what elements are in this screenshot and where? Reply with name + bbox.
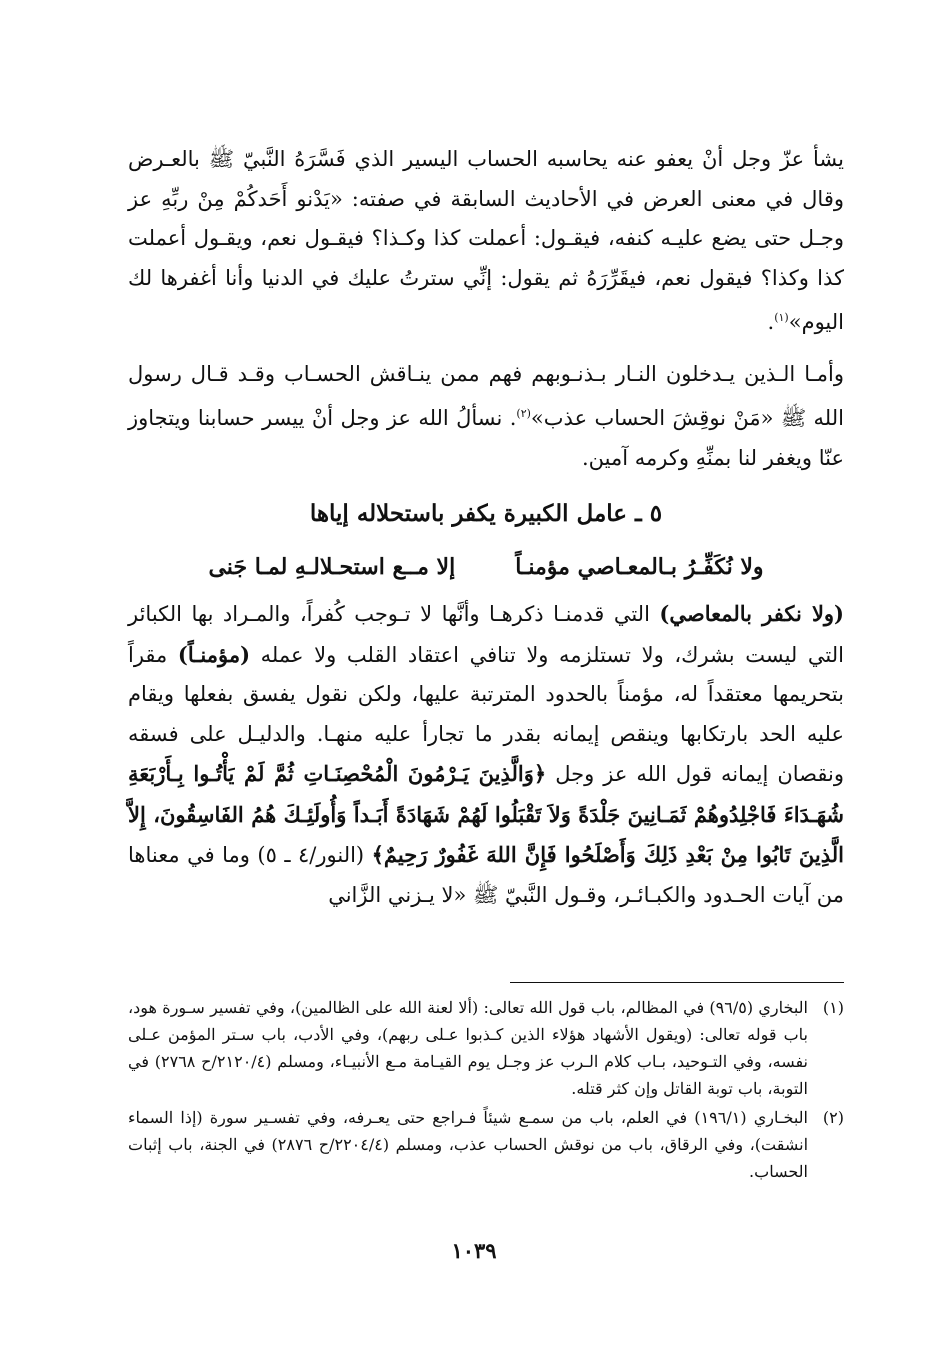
footnote-text: البخاري (٩٦/٥) في المظالم، باب قول الله تعالى: (ألا لعنة الله على الظالمين)، وفي تفسير سـورة هود، باب قوله تعالى: (ويقول الأشهاد هؤلاء الذين كـذبوا عـلى ربهم)، وفي الأدب، باب سـتر المؤمن عـلى نفسه، وفي التـوحيد، بـاب كلام الـرب عز وجـل يوم القيـامة مـع الأنبيـاء، ومسلم (٢١٢٠/٤/ح ٢٧٦٨) في التوبة، باب توبة القاتل وإن كثر قتله. [128,998,809,1098]
section-heading: ٥ ـ عامل الكبيرة يكفر باستحلاله إياها [309,500,663,527]
main-text [128,140,844,915]
footnote-text: البخـاري (١٩٦/١) في العلم، باب من سمـع شيئاً فـراجع حتى يعـرفه، وفي تفسـير سورة (إذا السماء انشقت)، وفي الرقاق، باب من نوقش الحساب عذب، ومسلم (٢٢٠٤/٤/ح ٢٨٧٦) في الجنة، باب إثبات الحساب. [128,1108,809,1181]
quoted-matn-1: (ولا نكفر بالمعاصي) [659,601,844,626]
page-number: ١٠٣٩ [451,1238,497,1263]
footnote-2 [128,1104,844,1185]
footnote-ref-1[interactable]: (١) [774,311,789,324]
quran-verse: ﴿وَالَّذِينَ يَـرْمُونَ الْمُحْصِنَـاتِ ثُمَّ لَمْ يَأْتُـوا بِـأَرْبَعَةِ شُهَـدَاءَ فَاجْلِدُوهُمْ ثَمَـانِينَ جَلْدَةً وَلاَ تَقْبَلُوا لَهُمْ شَهَادَةً أَبَـداً وَأُولَئِـكَ هُمُ الفَاسِقُونَ، إِلاَّ الَّذِينَ تَابُوا مِنْ بَعْدِ ذَلِكَ وَأَصْلَحُوا فَإِنَّ اللهَ غَفُورٌ رَحِيمٌ﴾ [128,761,844,867]
paragraph-1: يشأ عزّ وجل أنْ يعفو عنه يحاسبه الحساب اليسير الذي فَسَّرَهُ النَّبيّ ﷺ بالعـرض وقال في معنى العرض في الأحاديث السابقة في صفته: «يَدْنو أَحَدكُمْ مِنْ ربِّهِ عز وجـل حتى يضع عليـه كنفه، فيقـول: أعملت كذا وكـذا؟ فيقـول نعم، ويقـول أعملت كذا وكذا؟ فيقول نعم، فيقَرِّرَهُ ثم يقول: إنِّي سترتُ عليك في الدنيا وأنا أغفرها لك اليوم»$^{(١)}$. [128,147,844,334]
paragraph-1-text: يشأ عزّ وجل أنْ يعفو عنه يحاسبه الحساب اليسير الذي فَسَّرَهُ النَّبيّ ﷺ بالعـرض وقال في معنى العرض في الأحاديث السابقة في صفته: «يَدْنو أَحَدكُمْ مِنْ ربِّهِ عز وجـل حتى يضع عليـه كنفه، فيقـول: أعملت كذا وكـذا؟ فيقـول نعم، ويقـول أعملت كذا وكذا؟ فيقول نعم، فيقَرِّرَهُ ثم يقول: إنِّي سترتُ عليك في الدنيا وأنا أغفرها لك اليوم» [128,147,844,334]
footnote-1 [128,994,844,1102]
footnote-number: (١) [822,998,844,1017]
verse-hemistich-first: ولا نُكَفِّـرُ بـالمعـاصي مؤمنـاً [515,554,764,580]
footnote-number: (٢) [822,1108,844,1127]
poem-verse [128,548,844,586]
verse-hemistich-second: إلا مــع استحـلالـهِ لمـا جَنى [208,554,456,580]
quoted-matn-2: (مؤمنـاً) [177,641,251,667]
paragraph-2: وأمـا الـذين يـدخلون النـار بـذنـوبهم فهم ممن ينـاقش الحسـاب وقـد قـال رسول الله ﷺ «مَنْ نوقِشَ الحساب عذب»$^{(٢)}$. نسألُ الله عز وجل أنْ ييسر حسابنا ويتجاوز عنّا ويغفر لنا بمنِّهِ وكرمه آمين. [128,361,844,470]
footnotes [128,994,844,1187]
paragraph-3: (ولا نكفر بالمعاصي) التي قدمنـا ذكرهـا وأنَّها لا تـوجب كُفراً، والمـراد بها الكبائر التي ليست بشرك، ولا تستلزمه ولا تنافي اعتقاد القلب ولا عمله (مؤمنـاً) مقراً بتحريمها معتقداً له، مؤمناً بالحدود المترتبة عليها، ولكن نقول يفسق بفعلها ويقام عليه الحد بارتكابها وينقص إيمانه بقدر ما تجارأ عليه منهـا. والدليـل على فسقه ونقصان إيمانه قول الله عز وجل ﴿وَالَّذِينَ يَـرْمُونَ الْمُحْصِنَـاتِ ثُمَّ لَمْ يَأْتُـوا بِـأَرْبَعَةِ شُهَـدَاءَ فَاجْلِدُوهُمْ ثَمَـانِينَ جَلْدَةً وَلاَ تَقْبَلُوا لَهُمْ شَهَادَةً أَبَـداً وَأُولَئِـكَ هُمُ الفَاسِقُونَ، إِلاَّ الَّذِينَ تَابُوا مِنْ بَعْدِ ذَلِكَ وَأَصْلَحُوا فَإِنَّ اللهَ غَفُورٌ رَحِيمٌ﴾ (النور/٤ ـ ٥) وما في معناها من آيات الحـدود والكبـائـر، وقـول النَّبيّ ﷺ «لا يـزني الزَّاني [128,601,844,907]
paragraph-2-text: وأمـا الـذين يـدخلون النـار بـذنـوبهم فهم ممن ينـاقش الحسـاب وقـد قـال رسول الله ﷺ «مَنْ نوقِشَ الحساب عذب» [128,361,844,430]
footnote-ref-2[interactable]: (٢) [516,407,531,420]
footnote-divider [510,982,844,983]
